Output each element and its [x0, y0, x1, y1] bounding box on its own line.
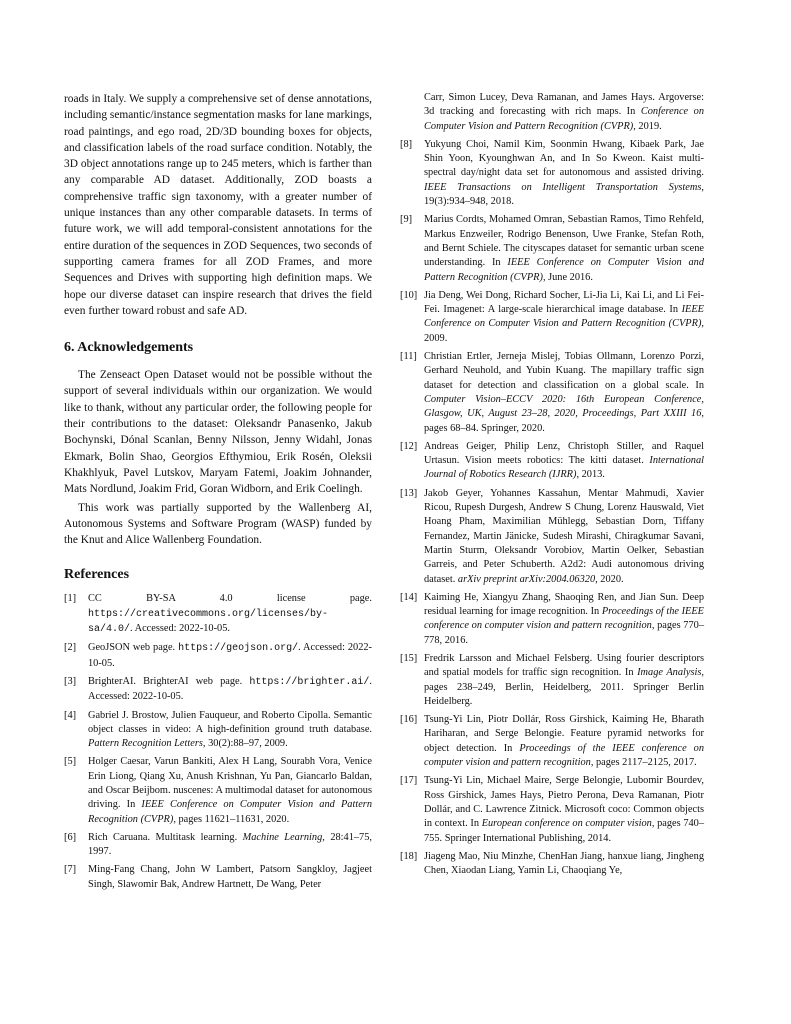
reference-number: [3] [64, 675, 77, 687]
reference-number: [16] [400, 714, 418, 726]
reference-venue: Pattern Recognition Letters [88, 738, 203, 750]
reference-venue: Proceedings of the IEEE conference on computer vision and pattern recognition [424, 742, 704, 769]
reference-number: [13] [400, 487, 418, 499]
reference-number: [4] [64, 709, 77, 721]
reference-9: [9] Marius Cordts, Mohamed Omran, Sebastian Ramos, Timo Rehfeld, Markus Enzweiler, Rodrigo Benenson, Uwe Franke, Stefan Roth, and Bernt Schiele. The cityscapes dataset for semantic urban scene understanding. In IEEE Conference on Computer Vision and Pattern Recognition (CVPR), June 2016. [400, 214, 704, 283]
acknowledgements-paragraph-2: This work was partially supported by the Wallenberg AI, Autonomous Systems and Software Program (WASP) funded by the Knut and Alice Wallenberg Foundation. [64, 501, 372, 547]
reference-venue: Proceedings of the IEEE conference on computer vision and pattern recognition [424, 606, 704, 632]
reference-venue: Conference on Computer Vision and Pattern Recognition (CVPR) [424, 106, 704, 132]
reference-4: [4] Gabriel J. Brostow, Julien Fauqueur, and Roberto Cipolla. Semantic object classes in video: A high-definition ground truth database. Pattern Recognition Letters, 30(2):88–97, 2009. [64, 709, 372, 750]
reference-url[interactable]: https://brighter.ai/ [249, 676, 370, 688]
reference-number: [12] [400, 440, 418, 452]
references-heading: References [64, 567, 130, 583]
reference-venue: Machine Learning [242, 831, 323, 843]
reference-list-left [64, 592, 372, 892]
reference-venue: Image Analysis [637, 667, 702, 679]
reference-number: [5] [64, 756, 77, 768]
reference-13: [13] Jakob Geyer, Yohannes Kassahun, Mentar Mahmudi, Xavier Ricou, Rupesh Durgesh, Andrew S Chung, Lorenz Hauswald, Viet Hoang Pham, Maximilian Mühlegg, Sebastian Dorn, Tiffany Fernandez, Martin Jänicke, Sudesh Mirashi, Chiragkumar Savani, Martin Sturm, Oleksandr Vorobiov, Martin Oelker, Sebastian Garreis, and Peter Schuberth. A2d2: Audi autonomous driving dataset. arXiv preprint arXiv:2004.06320, 2020. [400, 487, 704, 585]
reference-3: [3] BrighterAI. BrighterAI web page. https://brighter.ai/. Accessed: 2022-10-05. [64, 675, 372, 703]
reference-number: [10] [400, 289, 418, 301]
reference-15: [15] Fredrik Larsson and Michael Felsberg. Using fourier descriptors and spatial models for traffic sign recognition. In Image Analysis, pages 238–249, Berlin, Heidelberg, 2011. Springer Berlin Heidelberg. [400, 652, 704, 707]
acknowledgements-paragraph-1: The Zenseact Open Dataset would not be possible without the support of several individuals within our organization. We would like to thank, without any particular order, the following people for their contributions to the dataset: Oleksandr Panasenko, Jakub Bochynski, Dónal Scanlan, Benny Nilsson, Jenny Widahl, Jonas Ekmark, Bolin Shao, Georgios Efthymiou, Erik Rosén, Oleksii Khakhlyuk, Pavel Lutskov, Maryam Fatemi, Joakim Johnander, Mats Nordlund, Joakim Frid, Goran Widborn, and Erik Coelingh. [64, 369, 372, 496]
reference-16: [16] Tsung-Yi Lin, Piotr Dollár, Ross Girshick, Kaiming He, Bharath Hariharan, and Serge Belongie. Feature pyramid networks for object detection. In Proceedings of the IEEE conference on computer vision and pattern recognition, pages 2117–2125, 2017. [400, 714, 704, 769]
reference-number: [11] [400, 351, 417, 363]
left-column [64, 91, 372, 896]
reference-7: [7] Ming-Fang Chang, John W Lambert, Patsorn Sangkloy, Jagjeet Singh, Slawomir Bak, Andrew Hartnett, De Wang, Peter [64, 864, 372, 890]
reference-6: [6] Rich Caruana. Multitask learning. Machine Learning, 28:41–75, 1997. [64, 831, 372, 858]
reference-12: [12] Andreas Geiger, Philip Lenz, Christoph Stiller, and Raquel Urtasun. Vision meets robotics: The kitti dataset. International Journal of Robotics Research (IJRR), 2013. [400, 440, 704, 481]
reference-number: [8] [400, 138, 413, 150]
reference-number: [2] [64, 642, 77, 654]
reference-number: [14] [400, 591, 418, 603]
acknowledgements-heading: 6. Acknowledgements [64, 340, 194, 356]
reference-10: [10] Jia Deng, Wei Dong, Richard Socher, Li-Jia Li, Kai Li, and Li Fei-Fei. Imagenet: A large-scale hierarchical image database. In IEEE Conference on Computer Vision and Pattern Recognition (CVPR), 2009. [400, 289, 704, 344]
reference-1: [1] CC BY-SA 4.0 license page. https://creativecommons.org/licenses/by-sa/4.0/. Accessed: 2022-10-05. [64, 593, 372, 636]
reference-url[interactable]: https://geojson.org/ [178, 643, 299, 655]
reference-5: [5] Holger Caesar, Varun Bankiti, Alex H Lang, Sourabh Vora, Venice Erin Liong, Qiang Xu, Anush Krishnan, Yu Pan, Giancarlo Baldan, and Oscar Beijbom. nuscenes: A multimodal dataset for autonomous driving. In IEEE Conference on Computer Vision and Pattern Recognition (CVPR), pages 11621–11631, 2020. [64, 756, 372, 825]
reference-number: [7] [64, 864, 77, 876]
conclusion-paragraph: roads in Italy. We supply a comprehensive set of dense annotations, including semantic/instance segmentation masks for lane markings, road paintings, and ego road, 2D/3D bounding boxes for objects, and classification labels of the road surface condition. Notably, the 3D object annotations range up to 245 meters, which is farther than any comparable AD dataset. Additionally, ZOD boasts a comprehensive traffic sign taxonomy, with a greater number of unique instances than any other comparable datasets. In terms of future work, we will add temporal-consistent annotations for the entire duration of the sequences in ZOD Sequences, two seconds of supporting camera frames for all ZOD Frames, and more Sequences and Drives with supporting high definition maps. We hope our diverse dataset can inspire research that drives the field even further toward robust and safe AD. [64, 93, 372, 317]
reference-list-right [400, 91, 704, 878]
reference-venue: IEEE Conference on Computer Vision and Pattern Recognition (CVPR) [424, 304, 704, 330]
reference-8: [8] Yukyung Choi, Namil Kim, Soonmin Hwang, Kibaek Park, Jae Shin Yoon, Kyounghwan An, and In So Kweon. Kaist multi-spectral day/night data set for autonomous and assisted driving. IEEE Transactions on Intelligent Transportation Systems, 19(3):934–948, 2018. [400, 138, 704, 208]
reference-number: [1] [64, 593, 77, 605]
reference-14: [14] Kaiming He, Xiangyu Zhang, Shaoqing Ren, and Jian Sun. Deep residual learning for image recognition. In Proceedings of the IEEE conference on computer vision and pattern recognition, pages 770–778, 2016. [400, 591, 704, 646]
reference-number: [6] [64, 831, 77, 843]
reference-17: [17] Tsung-Yi Lin, Michael Maire, Serge Belongie, Lubomir Bourdev, Ross Girshick, James Hays, Pietro Perona, Deva Ramanan, Piotr Dollár, and C. Lawrence Zitnick. Microsoft coco: Common objects in context. In European conference on computer vision, pages 740–755. Springer International Publishing, 2014. [400, 775, 705, 844]
reference-number: [9] [400, 214, 413, 226]
reference-venue: European conference on computer vision [481, 818, 652, 830]
reference-venue: Computer Vision–ECCV 2020: 16th European Conference, Glasgow, UK, August 23–28, 2020, Proceedings, Part XXIII 16 [424, 393, 704, 420]
reference-number: [15] [400, 652, 418, 664]
right-column [400, 91, 704, 882]
reference-7-continued: Carr, Simon Lucey, Deva Ramanan, and James Hays. Argoverse: 3d tracking and forecasting with rich maps. In Conference on Computer Vision and Pattern Recognition (CVPR), 2019. [424, 92, 704, 132]
reference-url[interactable]: https://creativecommons.org/licenses/by-sa/4.0/ [88, 608, 329, 636]
reference-number: [17] [400, 775, 418, 787]
reference-venue: International Journal of Robotics Research (IJRR) [424, 455, 704, 481]
reference-venue: IEEE Transactions on Intelligent Transportation Systems [424, 181, 702, 193]
reference-11: [11] Christian Ertler, Jerneja Mislej, Tobias Ollmann, Lorenzo Porzi, Gerhard Neuhold, and Yubin Kuang. The mapillary traffic sign dataset for detection and classification on a global scale. In Computer Vision–ECCV 2020: 16th European Conference, Glasgow, UK, August 23–28, 2020, Proceedings, Part XXIII 16, pages 68–84. Springer, 2020. [400, 351, 704, 434]
reference-venue: arXiv preprint arXiv:2004.06320 [457, 573, 596, 585]
reference-venue: IEEE Conference on Computer Vision and Pattern Recognition (CVPR) [88, 799, 372, 825]
reference-18: [18] Jiageng Mao, Niu Minzhe, ChenHan Jiang, hanxue liang, Jingheng Chen, Xiaodan Liang, Yamin Li, Chaoqiang Ye, [400, 850, 704, 877]
reference-2: [2] GeoJSON web page. https://geojson.org/. Accessed: 2022-10-05. [64, 642, 373, 669]
reference-number: [18] [400, 850, 418, 862]
reference-venue: IEEE Conference on Computer Vision and Pattern Recognition (CVPR) [424, 257, 704, 283]
